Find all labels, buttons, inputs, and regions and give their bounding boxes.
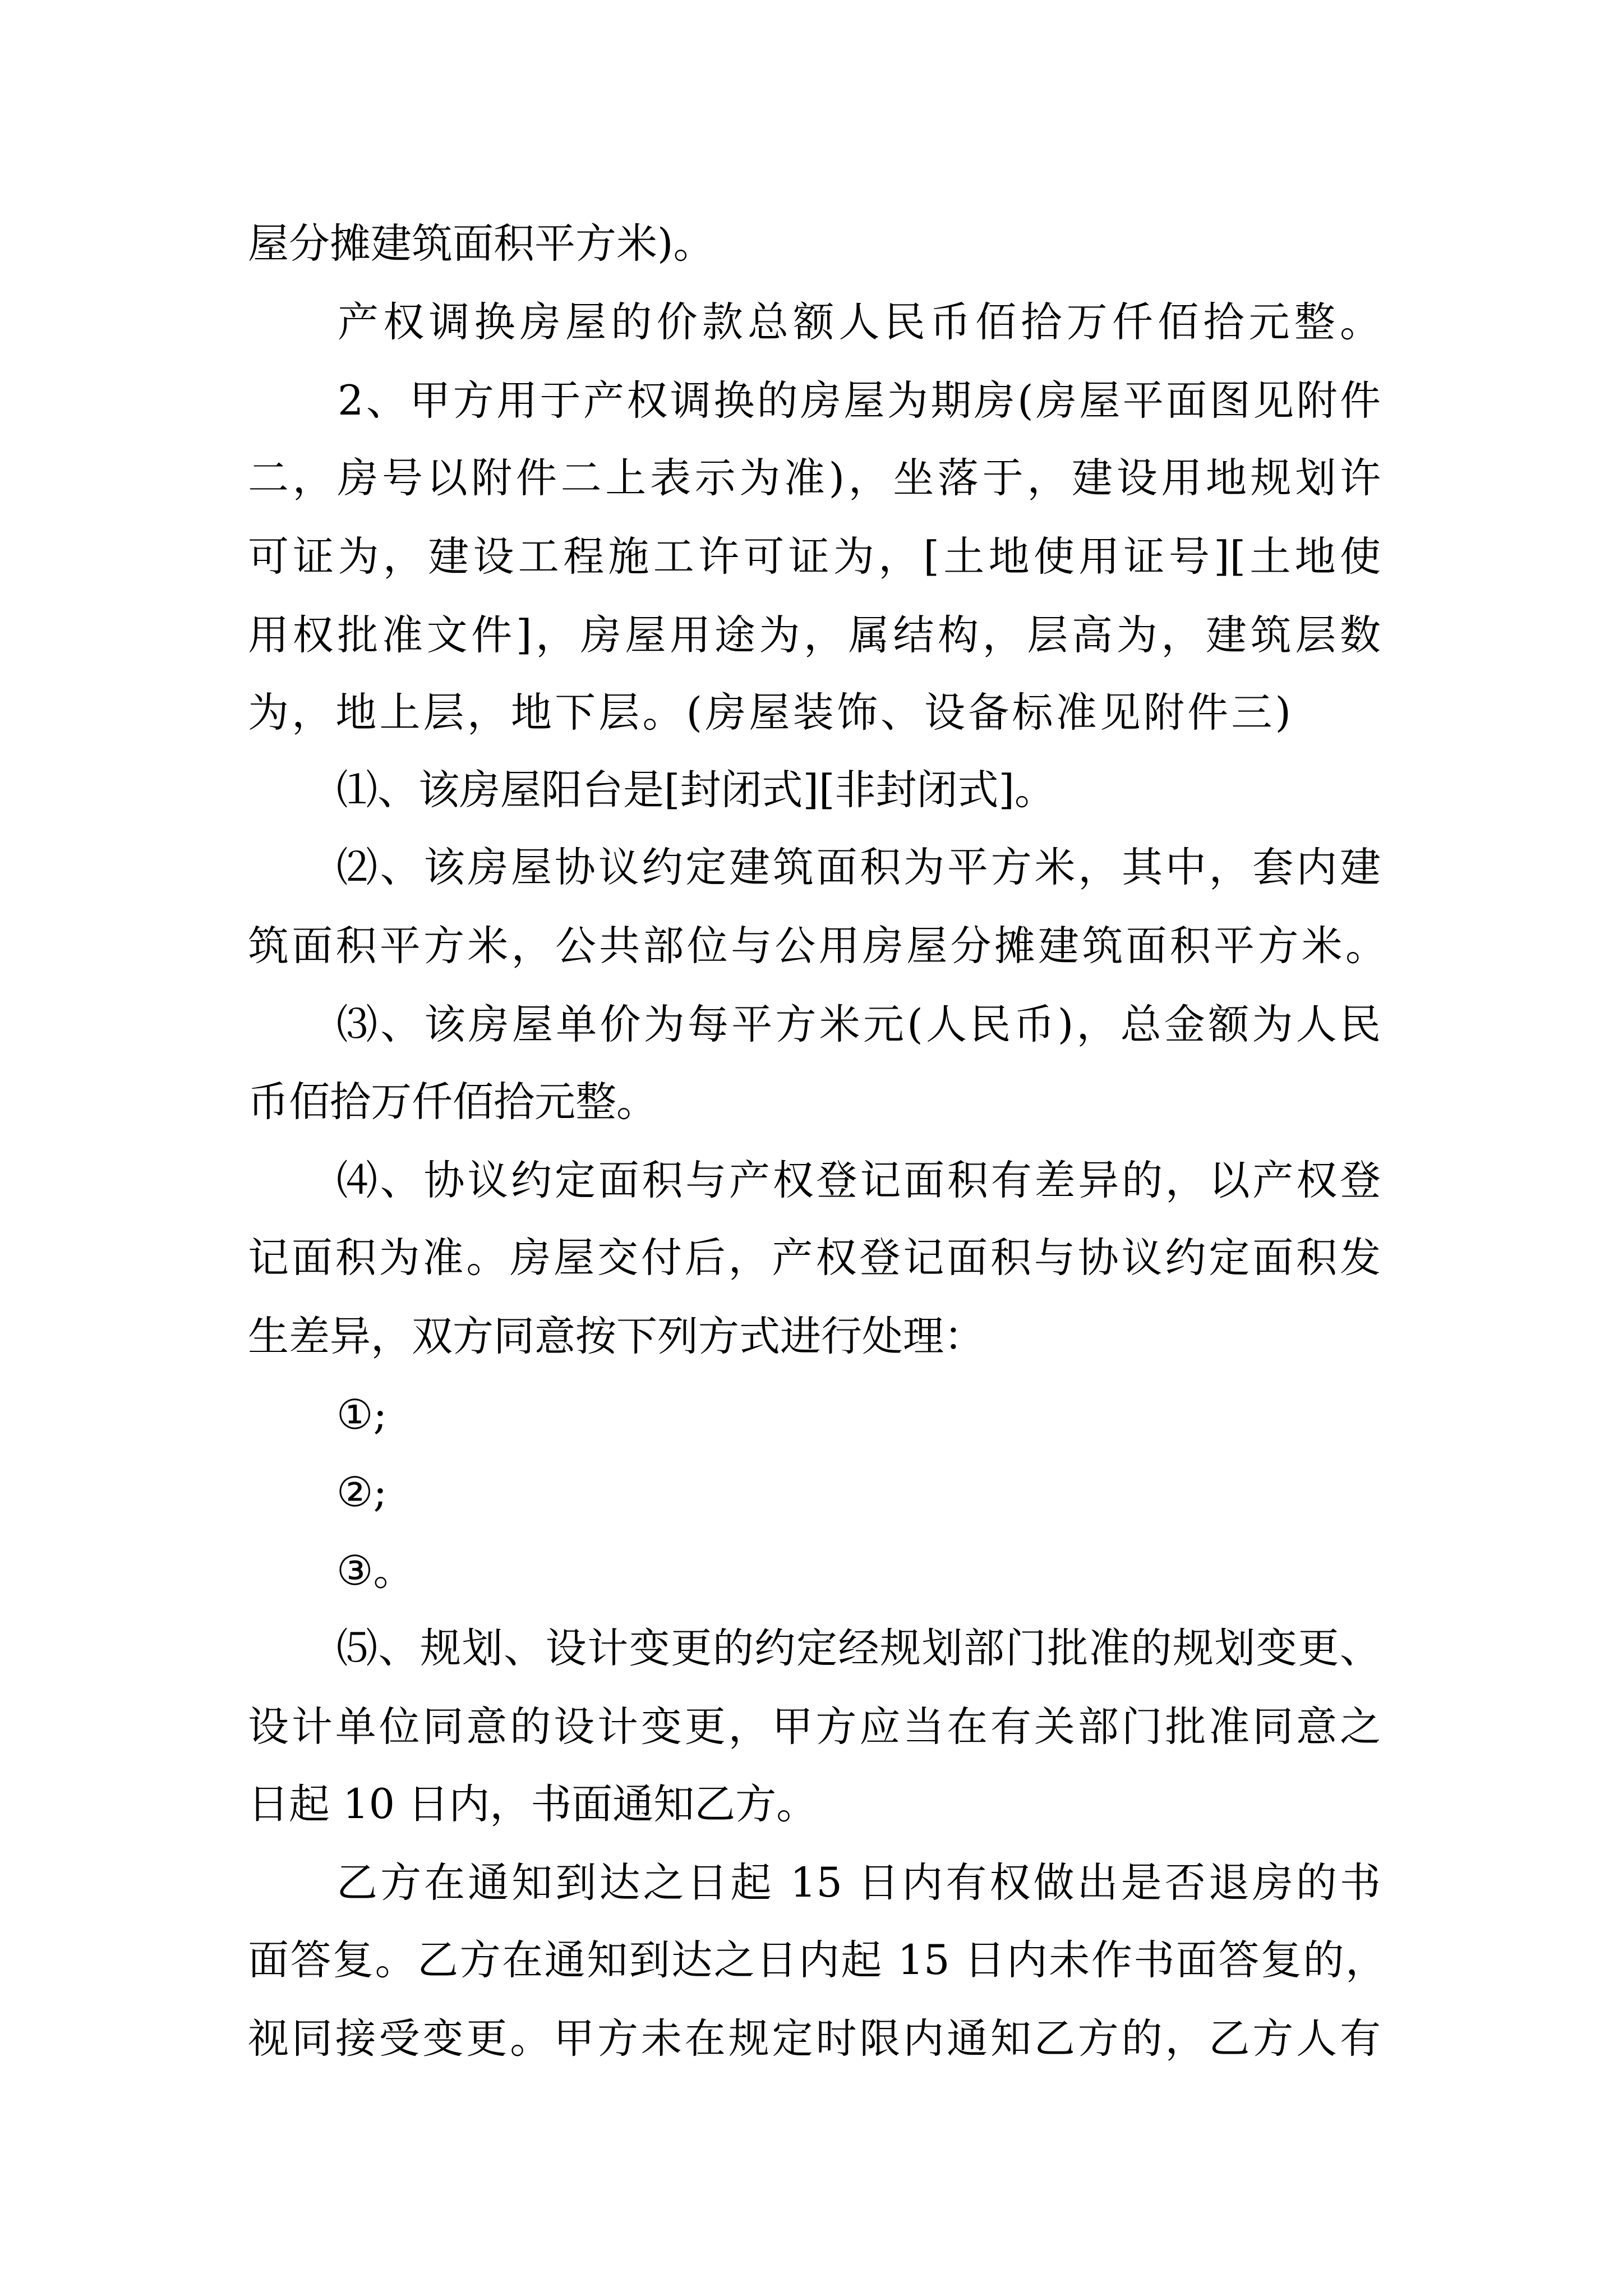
text-line: 产权调换房屋的价款总额人民币佰拾万仟佰拾元整。 (338, 298, 1381, 346)
text-line: ⑷、协议约定面积与产权登记面积有差异的，以产权登 (336, 1157, 1381, 1204)
text-line: ②; (336, 1469, 388, 1516)
text-line: ①; (336, 1391, 388, 1439)
text-line: 生差异，双方同意按下列方式进行处理： (248, 1313, 985, 1360)
text-line: 2、甲方用于产权调换的房屋为期房(房屋平面图见附件 (338, 377, 1381, 425)
text-line: 币佰拾万仟佰拾元整。 (248, 1078, 657, 1126)
text-line: 记面积为准。房屋交付后，产权登记面积与协议约定面积发 (248, 1234, 1381, 1282)
text-line: ⑴、该房屋阳台是[封闭式][非封闭式]。 (336, 766, 1055, 814)
text-line: 日起 10 日内，书面通知乙方。 (248, 1780, 818, 1828)
text-line: 视同接受变更。甲方未在规定时限内通知乙方的，乙方人有 (248, 2015, 1381, 2063)
text-line: 可证为，建设工程施工许可证为，[土地使用证号][土地使 (248, 533, 1381, 581)
text-line: ⑶、该房屋单价为每平方米元(人民币)，总金额为人民 (336, 1001, 1381, 1048)
text-line: 设计单位同意的设计变更，甲方应当在有关部门批准同意之 (248, 1703, 1381, 1751)
text-line: ③。 (336, 1547, 414, 1595)
text-line: ⑵、该房屋协议约定建筑面积为平方米，其中，套内建 (336, 844, 1381, 891)
text-line: 用权批准文件]，房屋用途为，属结构，层高为，建筑层数 (248, 611, 1381, 659)
text-line: 乙方在通知到达之日起 15 日内有权做出是否退房的书 (336, 1859, 1381, 1907)
text-line: 面答复。乙方在通知到达之日内起 15 日内未作书面答复的， (248, 1936, 1386, 1984)
text-line: 二，房号以附件二上表示为准)，坐落于，建设用地规划许 (248, 454, 1381, 502)
text-line: 筑面积平方米，公共部位与公用房屋分摊建筑面积平方米。 (248, 922, 1386, 970)
text-line: 屋分摊建筑面积平方米)。 (248, 220, 714, 268)
text-line: 为，地上层，地下层。(房屋装饰、设备标准见附件三) (248, 689, 1291, 737)
text-line: ⑸、规划、设计变更的约定经规划部门批准的规划变更、 (336, 1625, 1381, 1672)
